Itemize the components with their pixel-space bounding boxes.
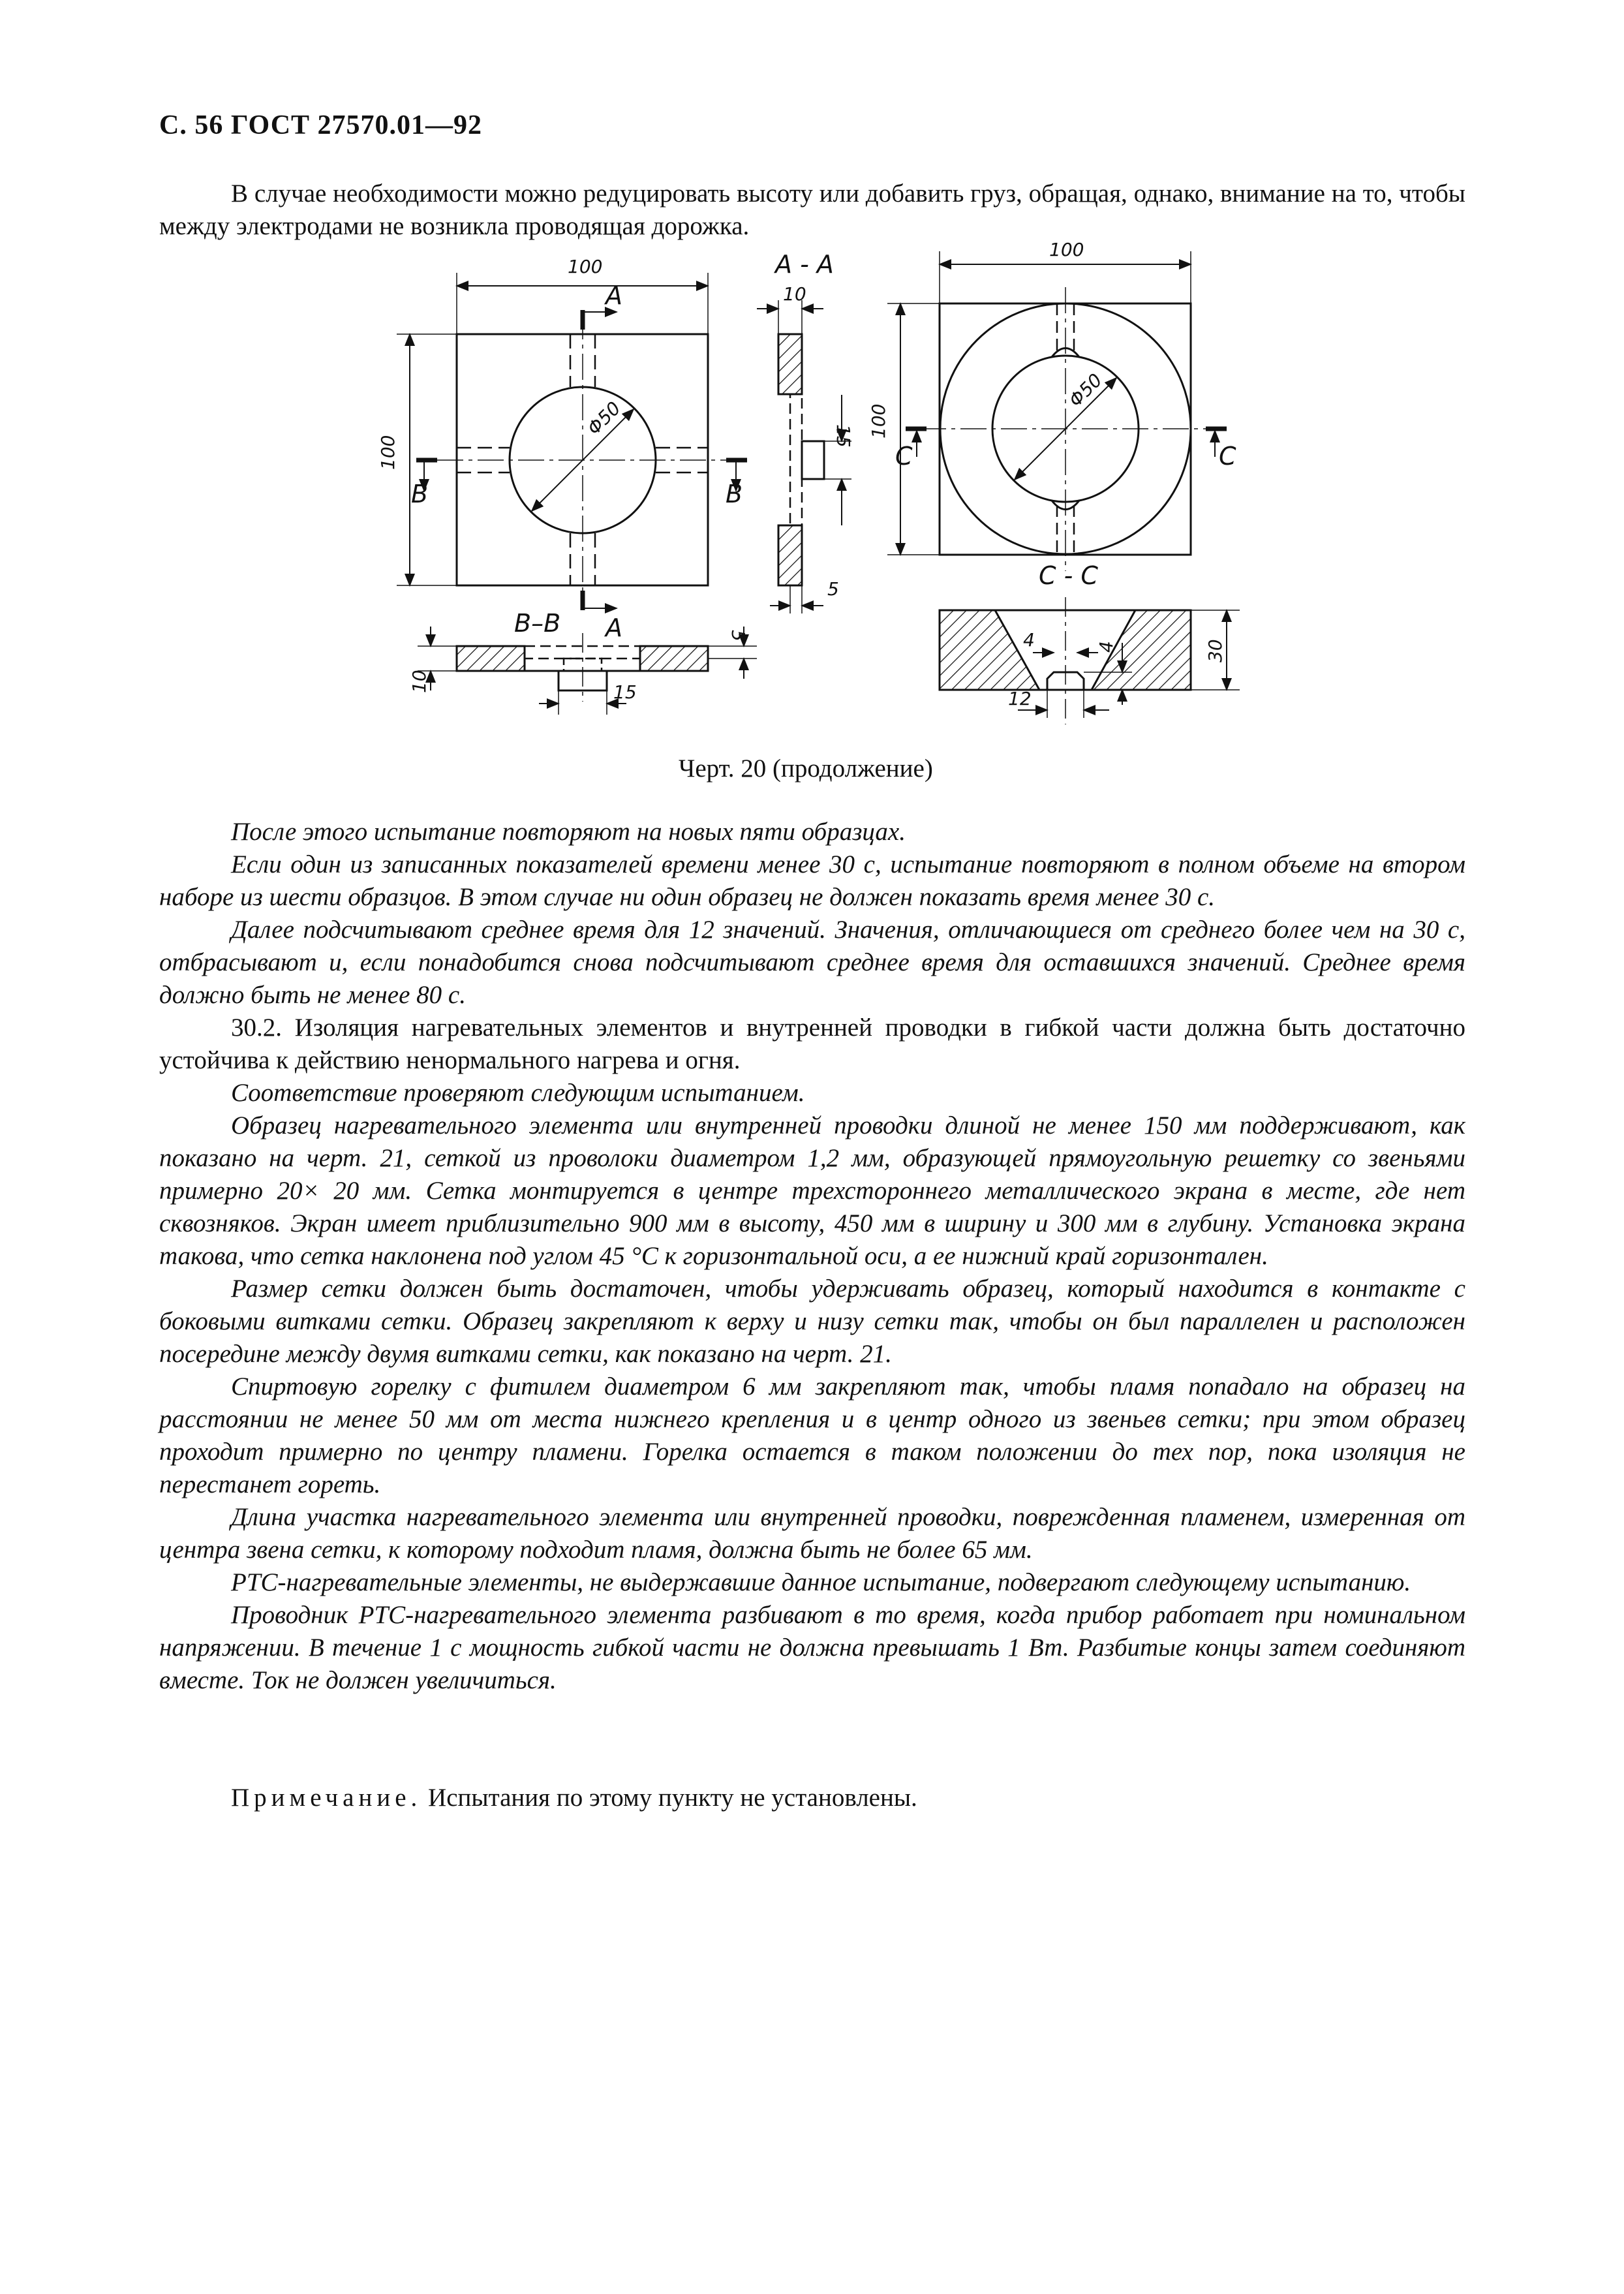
paragraph: Образец нагревательного элемента или внутренней проводки длиной не менее 150 мм поддерживают, как показано на черт. 21, сеткой из проволоки диаметром 1,2 мм, образующей прямоугольную решетку со звеньями примерно 20× 20 мм. Сетка монтируется в центре трехстороннего металлического экрана в месте, где нет сквозняков. Экран имеет приблизительно 900 мм в высоту, 450 мм в ширину и 300 мм в глубину. Установка экрана такова, что сетка наклонена под углом 45 °С к горизонтальной оси, а ее нижний край горизонтален. bbox=[159, 1111, 1465, 1270]
section-mark-b: B bbox=[411, 480, 429, 508]
note bbox=[231, 1783, 917, 1812]
dim-label: 100 bbox=[568, 256, 603, 277]
section-mark-c: C bbox=[1219, 442, 1236, 471]
page-header: С. 56 ГОСТ 27570.01—92 bbox=[159, 110, 483, 140]
paragraph: Если один из записанных показателей времени менее 30 с, испытание повторяют в полном объеме на втором наборе из шести образцов. В этом случае ни один образец не должен показать время менее 30 с. bbox=[159, 850, 1465, 911]
dim-label: 10 bbox=[783, 283, 806, 305]
dim-label: 4 bbox=[1023, 629, 1035, 651]
dim-label: 5 bbox=[827, 578, 839, 600]
paragraph: РТС-нагревательные элементы, не выдержавшие данное испытание, подвергают следующему испытанию. bbox=[231, 1568, 1411, 1596]
paragraph: Размер сетки должен быть достаточен, чтобы удерживать образец, который находится в контакте с боковыми витками сетки. Образец закрепляют к верху и низу сетки так, чтобы он был параллелен и расположен посередине между двумя витками сетки, как показано на черт. 21. bbox=[159, 1275, 1465, 1368]
note-text: Испытания по этому пункту не установлены. bbox=[428, 1784, 917, 1812]
dim-label: 100 bbox=[868, 403, 889, 439]
body-text bbox=[159, 816, 1465, 1697]
front-view-ring bbox=[887, 251, 1227, 571]
section-aa bbox=[757, 300, 851, 613]
section-mark-b: B bbox=[726, 480, 743, 508]
dim-label: 15 bbox=[613, 681, 637, 703]
section-title-bb: B–B bbox=[514, 609, 561, 638]
dim-label: 100 bbox=[377, 435, 399, 470]
note-label: Примечание. bbox=[231, 1784, 422, 1812]
paragraph-clause-30-2: 30.2. Изоляция нагревательных элементов и внутренней проводки в гибкой части должна быть достаточно устойчива к действию ненормального нагрева и огня. bbox=[159, 1014, 1465, 1074]
section-mark-c: C bbox=[895, 442, 913, 471]
dim-label: 100 bbox=[1049, 239, 1084, 260]
dim-label: 30 bbox=[1204, 639, 1226, 662]
dim-label: Φ50 bbox=[583, 397, 625, 439]
dim-label: Φ50 bbox=[1064, 369, 1107, 411]
section-title-cc: C - C bbox=[1039, 561, 1098, 590]
paragraph: После этого испытание повторяют на новых пяти образцах. bbox=[231, 818, 906, 846]
dim-label: 15 bbox=[833, 424, 854, 448]
technical-drawing bbox=[0, 0, 1624, 751]
section-title-aa: A - A bbox=[775, 250, 834, 279]
front-view-square bbox=[397, 273, 747, 610]
section-bb bbox=[418, 627, 757, 715]
dim-label: 5 bbox=[728, 630, 749, 642]
dim-label: 10 bbox=[408, 670, 430, 693]
intro-paragraph: В случае необходимости можно редуцировать высоту или добавить груз, обращая, однако, внимание на то, чтобы между электродами не возникла проводящая дорожка. bbox=[159, 179, 1465, 240]
section-cc bbox=[940, 597, 1240, 724]
paragraph: Проводник РТС-нагревательного элемента разбивают в то время, когда прибор работает при номинальном напряжении. В течение 1 с мощность гибкой части не должна превышать 1 Вт. Разбитые концы затем соединяют вместе. Ток не должен увеличиться. bbox=[159, 1601, 1465, 1694]
dim-label: 12 bbox=[1008, 688, 1032, 709]
section-mark-a: A bbox=[605, 281, 622, 310]
dim-label: 4 bbox=[1095, 641, 1117, 653]
paragraph: Спиртовую горелку с фитилем диаметром 6 мм закрепляют так, чтобы пламя попадало на образец на расстоянии не менее 50 мм от места нижнего крепления и в центр одного из звеньев сетки; при этом образец проходит примерно по центру пламени. Горелка остается в таком положении до тех пор, пока изоляция не перестанет гореть. bbox=[159, 1372, 1465, 1498]
paragraph: Далее подсчитывают среднее время для 12 значений. Значения, отличающиеся от среднего более чем на 30 с, отбрасывают и, если понадобится снова подсчитывают среднее время для оставшихся значений. Среднее время должно быть не менее 80 с. bbox=[159, 916, 1465, 1009]
figure-caption: Черт. 20 (продолжение) bbox=[679, 754, 933, 783]
paragraph: Длина участка нагревательного элемента или внутренней проводки, поврежденная пламенем, измеренная от центра звена сетки, к которому подходит пламя, должна быть не более 65 мм. bbox=[159, 1503, 1465, 1564]
section-mark-a: A bbox=[605, 613, 622, 642]
paragraph: Соответствие проверяют следующим испытанием. bbox=[231, 1079, 805, 1107]
